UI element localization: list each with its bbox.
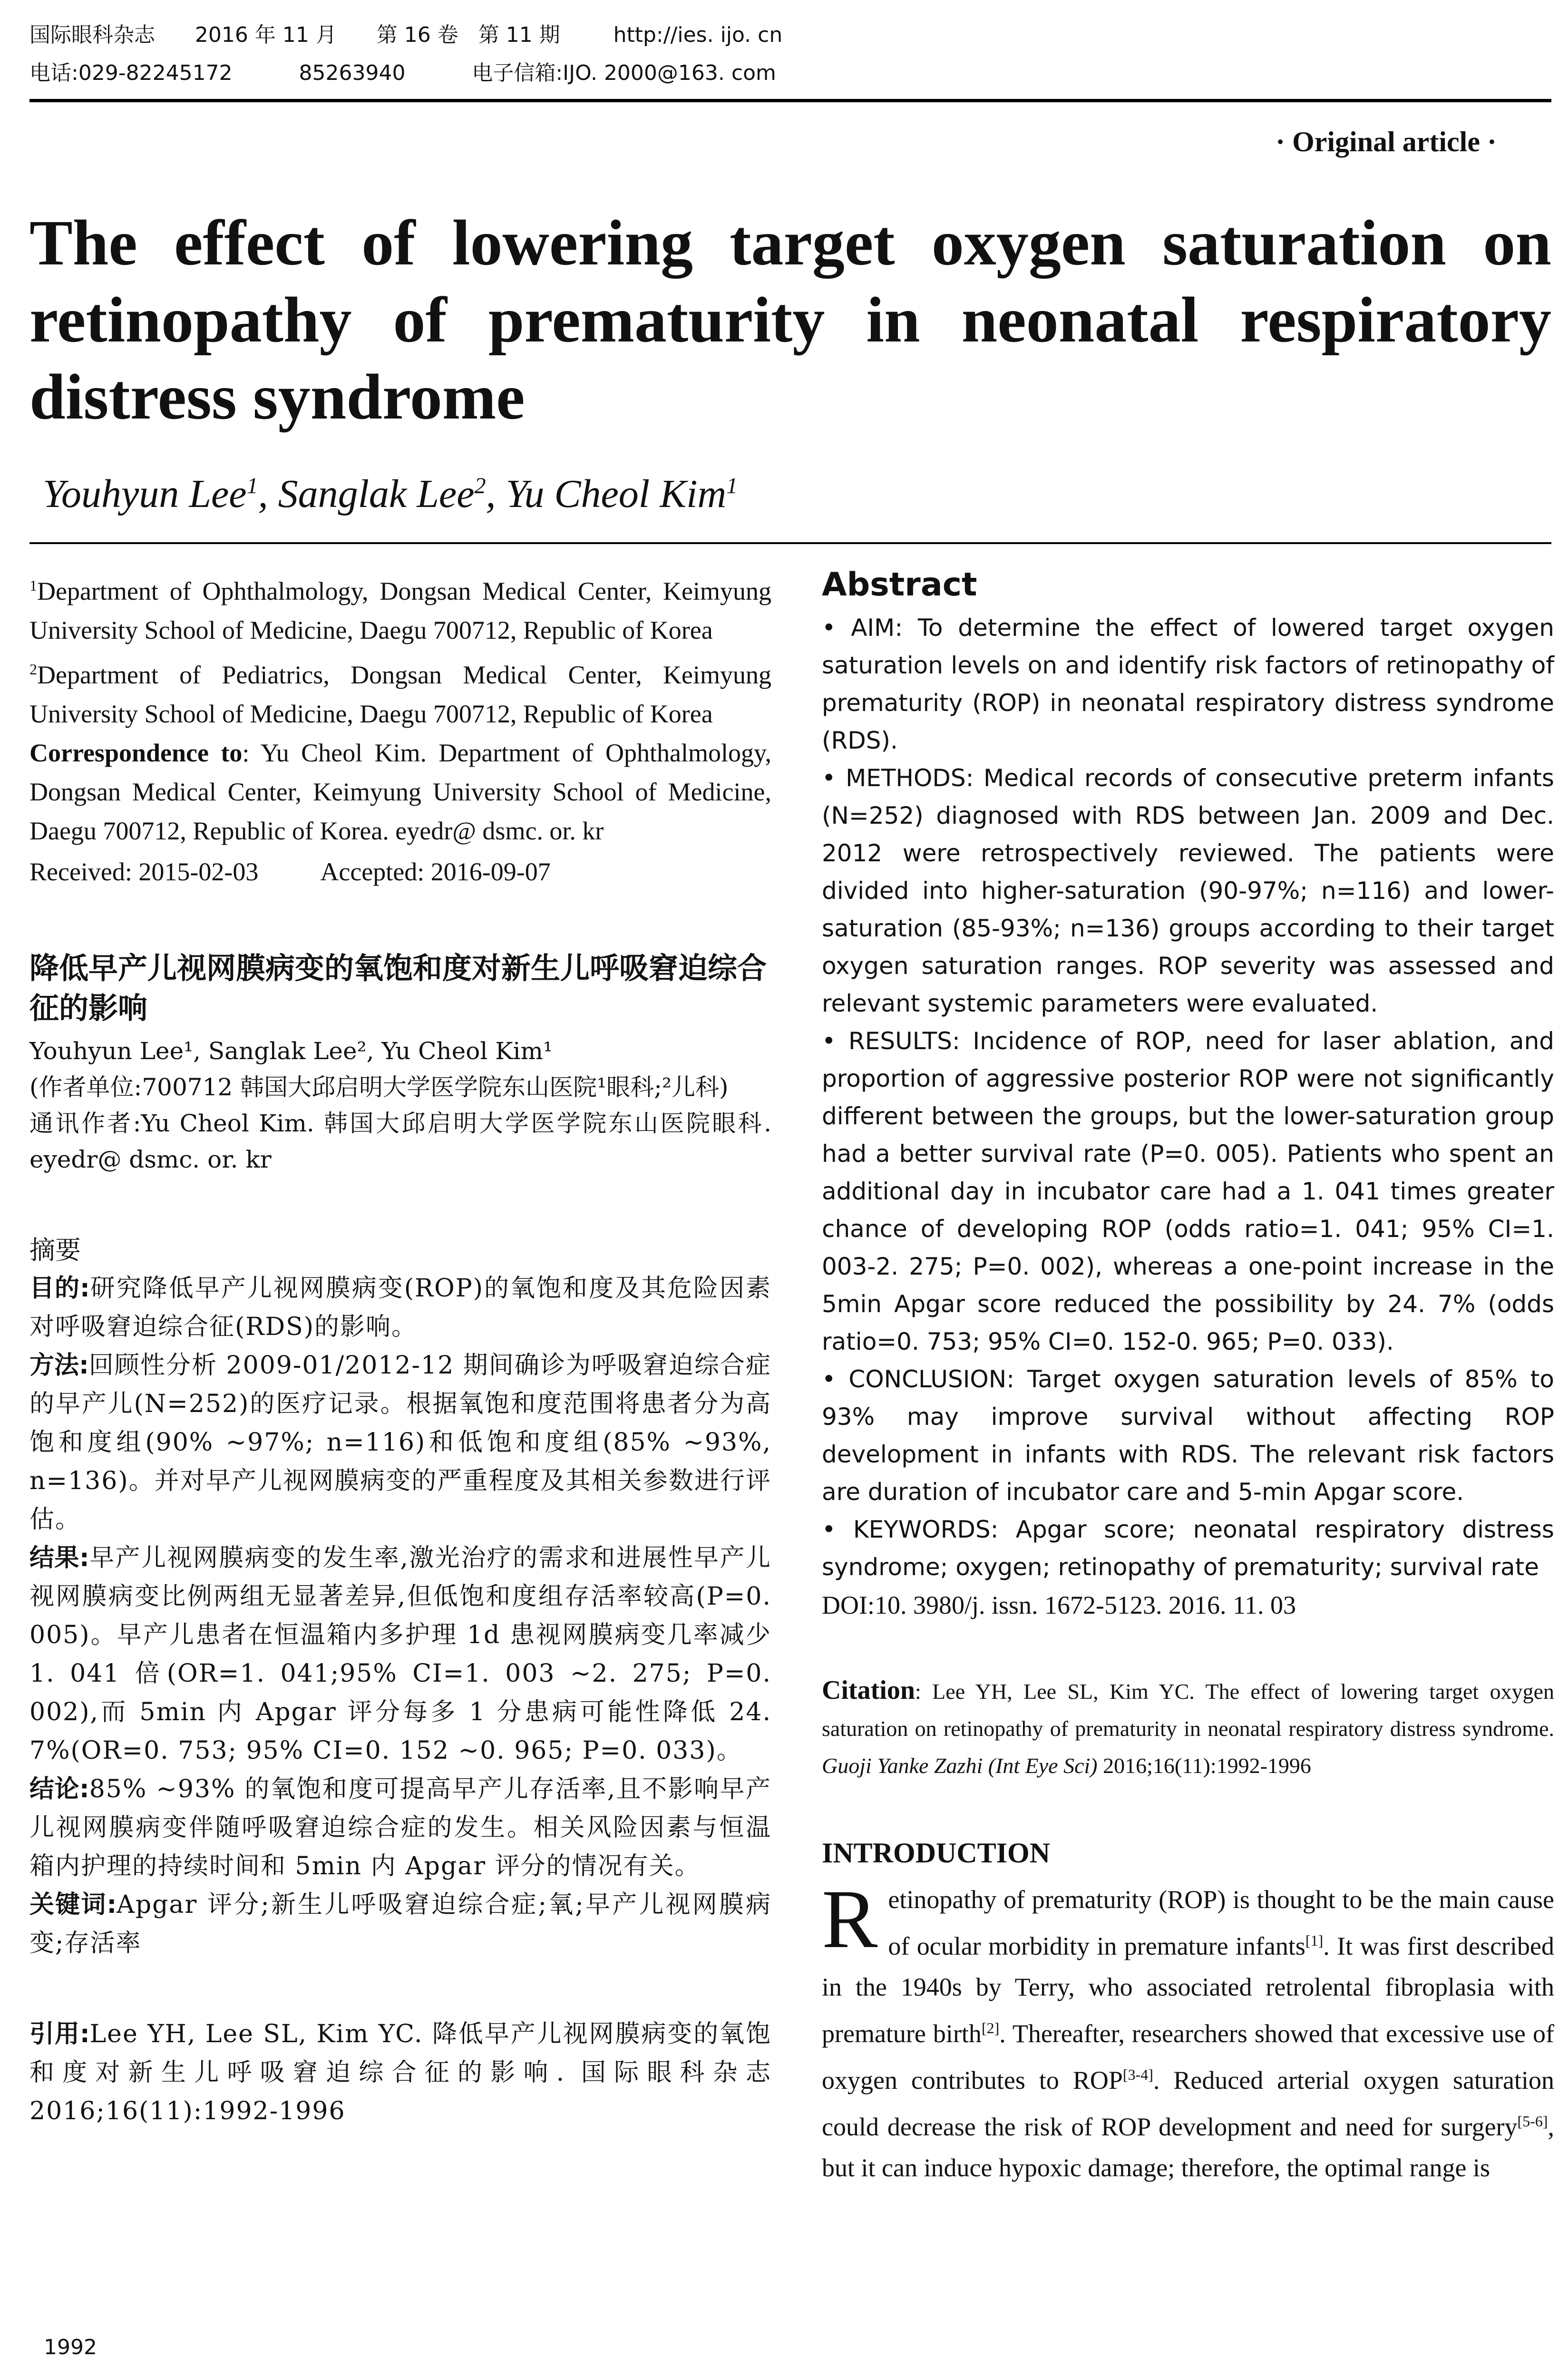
chinese-authors: Youhyun Lee¹, Sanglak Lee², Yu Cheol Kim¹: [29, 1037, 553, 1065]
author-separator: ,: [486, 472, 506, 516]
intro-text: . Thereafter, researchers showed that excessive use of oxygen contributes to ROP: [822, 2019, 1554, 2094]
citation-journal: Guoji Yanke Zazhi (Int Eye Sci): [822, 1754, 1098, 1778]
left-column: [29, 566, 771, 2131]
affiliation-2: [29, 650, 771, 733]
running-header-line-1: [29, 25, 782, 46]
section-text: Apgar 评分;新生儿呼吸窘迫综合症;氧;早产儿视网膜病变;存活率: [29, 1890, 772, 1958]
dates: [29, 852, 771, 891]
section-label: 结果:: [29, 1544, 89, 1572]
reference-mark[interactable]: [1]: [1305, 1932, 1324, 1949]
affiliation-text: Department of Pediatrics, Dongsan Medical Center, Keimyung University School of Medicine, Daegu 700712, Republic of Korea: [29, 661, 771, 728]
accepted-date: Accepted: 2016-09-07: [320, 857, 551, 886]
citation-text-end: 2016;16(11):1992-1996: [1097, 1754, 1311, 1778]
citation-label: Citation: [822, 1676, 915, 1705]
reference-mark[interactable]: [3-4]: [1122, 2066, 1153, 2083]
intro-text: . Reduced arterial oxygen saturation could decrease the risk of ROP development and need for surgery: [822, 2066, 1554, 2141]
section-label: 关键词:: [29, 1890, 117, 1919]
affiliation-text: Department of Ophthalmology, Dongsan Medical Center, Keimyung University School of Medicine, Daegu 700712, Republic of Korea: [29, 577, 771, 644]
chinese-title: 降低早产儿视网膜病变的氧饱和度对新生儿呼吸窘迫综合征的影响: [29, 951, 767, 1025]
author-separator: ,: [258, 472, 278, 516]
author-affiliation-mark: 1: [726, 473, 738, 498]
title-rule: [29, 542, 1551, 544]
received-date: Received: 2015-02-03: [29, 857, 259, 886]
abstract-keywords: [822, 1511, 1554, 1586]
section-label: 引用:: [29, 2020, 90, 2048]
article-title: The effect of lowering target oxygen saturation on retinopathy of prematurity in neonatal respiratory distress syndrome: [29, 207, 1551, 433]
author-affiliation-mark: 1: [246, 473, 258, 498]
chinese-aim: [29, 1269, 771, 1346]
section-text: 85% ~93% 的氧饱和度可提高早产儿存活率,且不影响早产儿视网膜病变伴随呼吸窘迫综合症的发生。相关风险因素与恒温箱内护理的持续时间和 5min 内 Apgar 评分的情况有关。: [29, 1775, 771, 1880]
email[interactable]: 电子信箱:IJO. 2000@163. com: [472, 61, 776, 85]
author-name: Yu Cheol Kim: [506, 472, 727, 516]
phone: 电话:029-82245172: [29, 61, 233, 85]
section-text: : Apgar score; neonatal respiratory distress syndrome; oxygen; retinopathy of prematurity; survival rate: [822, 1516, 1554, 1581]
intro-text: , but it can induce hypoxic damage; therefore, the optimal range is: [822, 2113, 1554, 2182]
abstract-heading: Abstract: [822, 566, 977, 604]
chinese-citation: [29, 2015, 771, 2131]
chinese-conclusion: [29, 1770, 771, 1886]
reference-mark[interactable]: [2]: [981, 2019, 1000, 2036]
intro-text: etinopathy of prematurity (ROP) is thought to be the main cause of ocular morbidity in premature infants: [888, 1885, 1554, 1960]
running-header-line-2: [29, 63, 776, 84]
section-text: 回顾性分析 2009-01/2012-12 期间确诊为呼吸窘迫综合症的早产儿(N=252)的医疗记录。根据氧饱和度范围将患者分为高饱和度组(90% ~97%; n=116)和低饱和度组(85% ~93%, n=136)。并对早产儿视网膜病变的严重程度及其相关参数进行评估。: [29, 1351, 771, 1534]
issue-date: 2016 年 11 月: [195, 23, 337, 47]
page-number: 1992: [44, 2335, 97, 2359]
introduction-body: [822, 1873, 1555, 2188]
article-type: · Original article ·: [1276, 126, 1497, 157]
citation: [822, 1672, 1554, 1784]
section-text: : To determine the effect of lowered target oxygen saturation levels on and identify risk factors of retinopathy of prematurity (ROP) in neonatal respiratory distress syndrome (RDS).: [822, 614, 1554, 754]
section-label: 结论:: [29, 1775, 89, 1803]
chinese-methods: [29, 1346, 771, 1539]
correspondence-text: : Yu Cheol Kim. Department of Ophthalmology, Dongsan Medical Center, Keimyung University School of Medicine, Daegu 700712, Republic of Korea. eyedr@ dsmc. or. kr: [29, 739, 771, 845]
section-text: Lee YH, Lee SL, Kim YC. 降低早产儿视网膜病变的氧饱和度对新生儿呼吸窘迫综合征的影响. 国际眼科杂志 2016;16(11):1992-1996: [29, 2020, 772, 2125]
journal-name: 国际眼科杂志: [29, 23, 155, 47]
section-label: • METHODS: [822, 764, 966, 792]
correspondence-label: Correspondence to: [29, 739, 243, 767]
section-text: 研究降低早产儿视网膜病变(ROP)的氧饱和度及其危险因素对呼吸窘迫综合征(RDS)的影响。: [29, 1274, 771, 1341]
correspondence: [29, 733, 771, 850]
abstract-aim: [822, 609, 1554, 760]
drop-cap: R: [822, 1873, 878, 1966]
abstract-methods: [822, 760, 1554, 1023]
author-list: [43, 471, 738, 517]
author-affiliation-mark: 2: [474, 473, 486, 498]
section-label: 方法:: [29, 1351, 89, 1380]
section-text: : Target oxygen saturation levels of 85% to 93% may improve survival without affecting ROP development in infants with RDS. The relevant risk factors are duration of incubator care and 5-min Apgar score.: [822, 1365, 1554, 1506]
header-rule: [29, 99, 1551, 102]
section-label: 目的:: [29, 1274, 90, 1303]
author-name: Youhyun Lee: [43, 472, 247, 516]
phone-2: 85263940: [299, 61, 406, 85]
introduction-heading: INTRODUCTION: [822, 1837, 1051, 1869]
abstract-conclusion: [822, 1361, 1554, 1511]
affiliation-mark: 1: [29, 577, 37, 594]
section-text: : Incidence of ROP, need for laser ablation, and proportion of aggressive posterior ROP were not significantly different between the groups, but the lower-saturation group had a better survival rate (P=0. 005). Patients who spent an additional day in incubator care had a 1. 041 times greater chance of developing ROP (odds ratio=1. 041; 95% CI=1. 003-2. 275; P=0. 002), whereas a one-point increase in the 5min Apgar score reduced the possibility by 24. 7% (odds ratio=0. 753; 95% CI=0. 152-0. 965; P=0. 033).: [822, 1027, 1554, 1355]
section-text: : Medical records of consecutive preterm infants (N=252) diagnosed with RDS between Jan. 2009 and Dec. 2012 were retrospectively reviewed. The patients were divided into higher-saturation (90-97%; n=116) and lower-saturation (85-93%; n=136) groups according to their target oxygen saturation ranges. ROP severity was assessed and relevant systemic parameters were evaluated.: [822, 764, 1554, 1017]
affiliation-mark: 2: [29, 661, 37, 678]
section-label: • AIM: [822, 614, 895, 642]
affiliation-1: [29, 566, 771, 650]
section-label: • CONCLUSION: [822, 1365, 1007, 1393]
section-label: • KEYWORDS: [822, 1516, 991, 1543]
issue: 第 11 期: [478, 23, 560, 47]
intro-text: . It was first described in the 1940s by Terry, who associated retrolental fibroplasia with premature birth: [822, 1932, 1555, 2048]
chinese-results: [29, 1539, 771, 1770]
section-text: 早产儿视网膜病变的发生率,激光治疗的需求和进展性早产儿视网膜病变比例两组无显著差异,但低饱和度组存活率较高(P=0. 005)。早产儿患者在恒温箱内多护理 1d 患视网膜病变几率减少 1. 041 倍(OR=1. 041;95% CI=1. 003 ~2. 275; P=0. 002),而 5min 内 Apgar 评分每多 1 分患病可能性降低 24. 7%(OR=0. 753; 95% CI=0. 152 ~0. 965; P=0. 033)。: [29, 1544, 772, 1765]
right-column: [822, 566, 1554, 2188]
chinese-abstract-heading: 摘要: [29, 1235, 81, 1265]
chinese-keywords: [29, 1886, 771, 1963]
section-label: • RESULTS: [822, 1027, 952, 1055]
citation-text: : Lee YH, Lee SL, Kim YC. The effect of lowering target oxygen saturation on retinopathy of prematurity in neonatal respiratory distress syndrome.: [822, 1679, 1554, 1741]
doi[interactable]: DOI:10. 3980/j. issn. 1672-5123. 2016. 11. 03: [822, 1591, 1296, 1619]
author-name: Sanglak Lee: [278, 472, 475, 516]
volume: 第 16 卷: [376, 23, 458, 47]
abstract-results: [822, 1023, 1554, 1361]
chinese-unit: (作者单位:700712 韩国大邱启明大学医学院东山医院¹眼科;²儿科): [29, 1073, 729, 1101]
journal-url[interactable]: http://ies. ijo. cn: [613, 23, 783, 47]
chinese-correspondence: 通讯作者:Yu Cheol Kim. 韩国大邱启明大学医学院东山医院眼科. eyedr@ dsmc. or. kr: [29, 1110, 771, 1173]
reference-mark[interactable]: [5-6]: [1517, 2113, 1548, 2130]
